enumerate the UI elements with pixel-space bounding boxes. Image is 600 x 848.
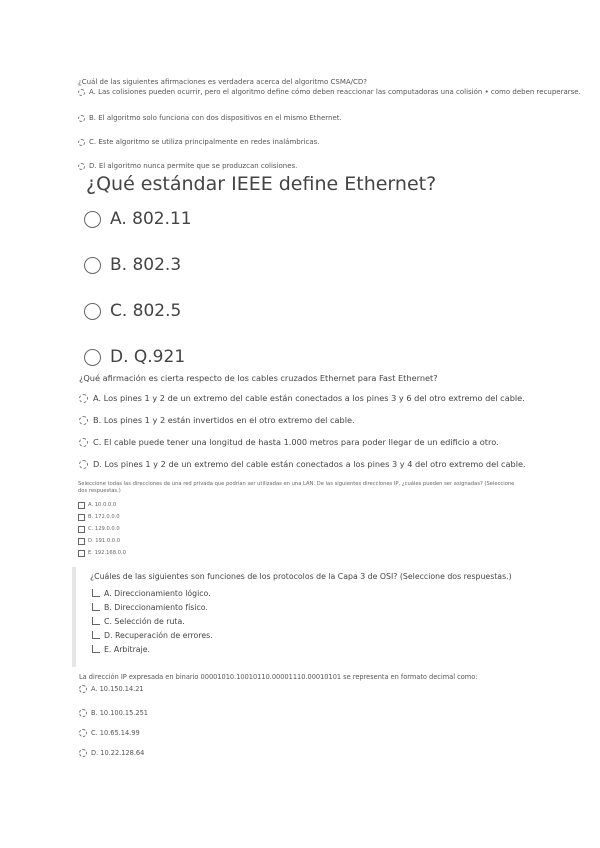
radio-button-icon[interactable] [78, 163, 85, 170]
option-label: E. 192.168.0.0 [88, 550, 126, 556]
radio-button-icon[interactable] [79, 416, 88, 425]
option-b[interactable] [78, 511, 518, 523]
question-text: La dirección IP expresada en binario 00001010.10010110.00001110.00010101 se representa en formato decimal como: [79, 673, 478, 681]
option-a[interactable] [78, 86, 581, 98]
option-b[interactable] [92, 600, 510, 614]
option-a[interactable] [92, 586, 510, 600]
checkbox-icon[interactable] [92, 589, 100, 597]
option-c[interactable] [78, 132, 581, 152]
radio-button-icon[interactable] [79, 438, 88, 447]
question-text: ¿Cuáles de las siguientes son funciones de los protocolos de la Capa 3 de OSI? (Seleccione dos respuestas.) [90, 572, 512, 581]
option-label: B. El algoritmo solo funciona con dos dispositivos en el mismo Ethernet. [89, 114, 342, 122]
radio-button-icon[interactable] [78, 89, 85, 96]
option-label: B. 802.3 [110, 255, 182, 275]
option-d[interactable] [78, 535, 518, 547]
radio-button-icon[interactable] [84, 349, 101, 366]
option-label: A. Los pines 1 y 2 de un extremo del cable están conectados a los pines 3 y 6 del otro extremo del cable. [93, 393, 525, 403]
checkbox-icon[interactable] [78, 502, 85, 509]
radio-button-icon[interactable] [79, 749, 87, 757]
radio-button-icon[interactable] [84, 257, 101, 274]
radio-button-icon[interactable] [84, 211, 101, 228]
checkbox-icon[interactable] [92, 617, 100, 625]
option-label: D. 10.22.128.64 [91, 749, 145, 757]
radio-button-icon[interactable] [79, 709, 87, 717]
option-label: A. 10.0.0.0 [88, 502, 117, 508]
option-b[interactable] [79, 703, 477, 723]
option-label: D. El algoritmo nunca permite que se produzcan colisiones. [89, 162, 298, 170]
option-b[interactable] [84, 242, 436, 288]
option-label: A. 802.11 [110, 209, 192, 229]
option-label: E. Arbitraje. [104, 644, 151, 654]
option-d[interactable] [92, 628, 510, 642]
checkbox-icon[interactable] [92, 631, 100, 639]
option-a[interactable] [78, 499, 518, 511]
option-label: A. Direccionamiento lógico. [104, 588, 211, 598]
option-e[interactable] [78, 547, 518, 559]
option-label: A. Las colisiones pueden ocurrir, pero el algoritmo define cómo deben reaccionar las computadoras una colisión • como deben recuperarse. [89, 88, 581, 96]
option-b[interactable] [78, 108, 581, 128]
question-block-binary-ip [79, 673, 477, 763]
radio-button-icon[interactable] [78, 139, 85, 146]
option-label: B. 10.100.15.251 [91, 709, 148, 717]
option-a[interactable] [79, 387, 526, 409]
option-c[interactable] [92, 614, 510, 628]
option-label: B. 172.0.0.0 [88, 514, 120, 520]
radio-button-icon[interactable] [79, 729, 87, 737]
option-label: D. 191.0.0.0 [88, 538, 121, 544]
option-label: C. 802.5 [110, 301, 182, 321]
option-c[interactable] [84, 288, 436, 334]
option-label: B. Los pines 1 y 2 están invertidos en el otro extremo del cable. [93, 415, 355, 425]
question-block-csma-cd [78, 78, 581, 176]
radio-button-icon[interactable] [79, 394, 88, 403]
option-label: A. 10.150.14.21 [91, 685, 144, 693]
option-a[interactable] [79, 683, 477, 695]
option-label: D. Los pines 1 y 2 de un extremo del cable están conectados a los pines 3 y 4 del otro extremo del cable. [93, 459, 526, 469]
checkbox-icon[interactable] [78, 538, 85, 545]
option-label: D. Q.921 [110, 347, 186, 367]
option-label: C. 10.65.14.99 [91, 729, 140, 737]
checkbox-icon[interactable] [78, 526, 85, 533]
option-a[interactable] [84, 196, 436, 242]
checkbox-icon[interactable] [78, 550, 85, 557]
checkbox-icon[interactable] [78, 514, 85, 521]
question-block-osi-layer3 [72, 567, 510, 667]
option-label: C. El cable puede tener una longitud de hasta 1.000 metros para poder llegar de un edificio a otro. [93, 437, 499, 447]
question-block-ieee-ethernet [84, 172, 436, 380]
question-text: ¿Cuál de las siguientes afirmaciones es verdadera acerca del algoritmo CSMA/CD? [78, 78, 367, 86]
option-d[interactable] [79, 453, 526, 475]
option-e[interactable] [92, 642, 510, 656]
option-label: B. Direccionamiento físico. [104, 602, 208, 612]
option-label: D. Recuperación de errores. [104, 630, 213, 640]
question-block-private-addresses [78, 481, 518, 559]
option-c[interactable] [79, 431, 526, 453]
radio-button-icon[interactable] [84, 303, 101, 320]
radio-button-icon[interactable] [79, 685, 87, 693]
option-label: C. 129.0.0.0 [88, 526, 120, 532]
option-c[interactable] [78, 523, 518, 535]
option-d[interactable] [79, 743, 477, 763]
question-block-crossover-cables [79, 373, 526, 475]
radio-button-icon[interactable] [78, 115, 85, 122]
question-text: ¿Qué estándar IEEE define Ethernet? [86, 173, 437, 195]
option-label: C. Selección de ruta. [104, 616, 185, 626]
radio-button-icon[interactable] [79, 460, 88, 469]
option-label: C. Este algoritmo se utiliza principalmente en redes inalámbricas. [89, 138, 320, 146]
question-text: Seleccione todas las direcciones de una red privada que podrían ser utilizadas en una LAN. De las siguientes direcciones IP, ¿cuáles pueden ser asignadas? (Seleccione dos respuestas.) [78, 481, 515, 494]
option-b[interactable] [79, 409, 526, 431]
checkbox-icon[interactable] [92, 603, 100, 611]
checkbox-icon[interactable] [92, 645, 100, 653]
option-c[interactable] [79, 723, 477, 743]
question-text: ¿Qué afirmación es cierta respecto de los cables cruzados Ethernet para Fast Ethernet? [79, 373, 438, 383]
